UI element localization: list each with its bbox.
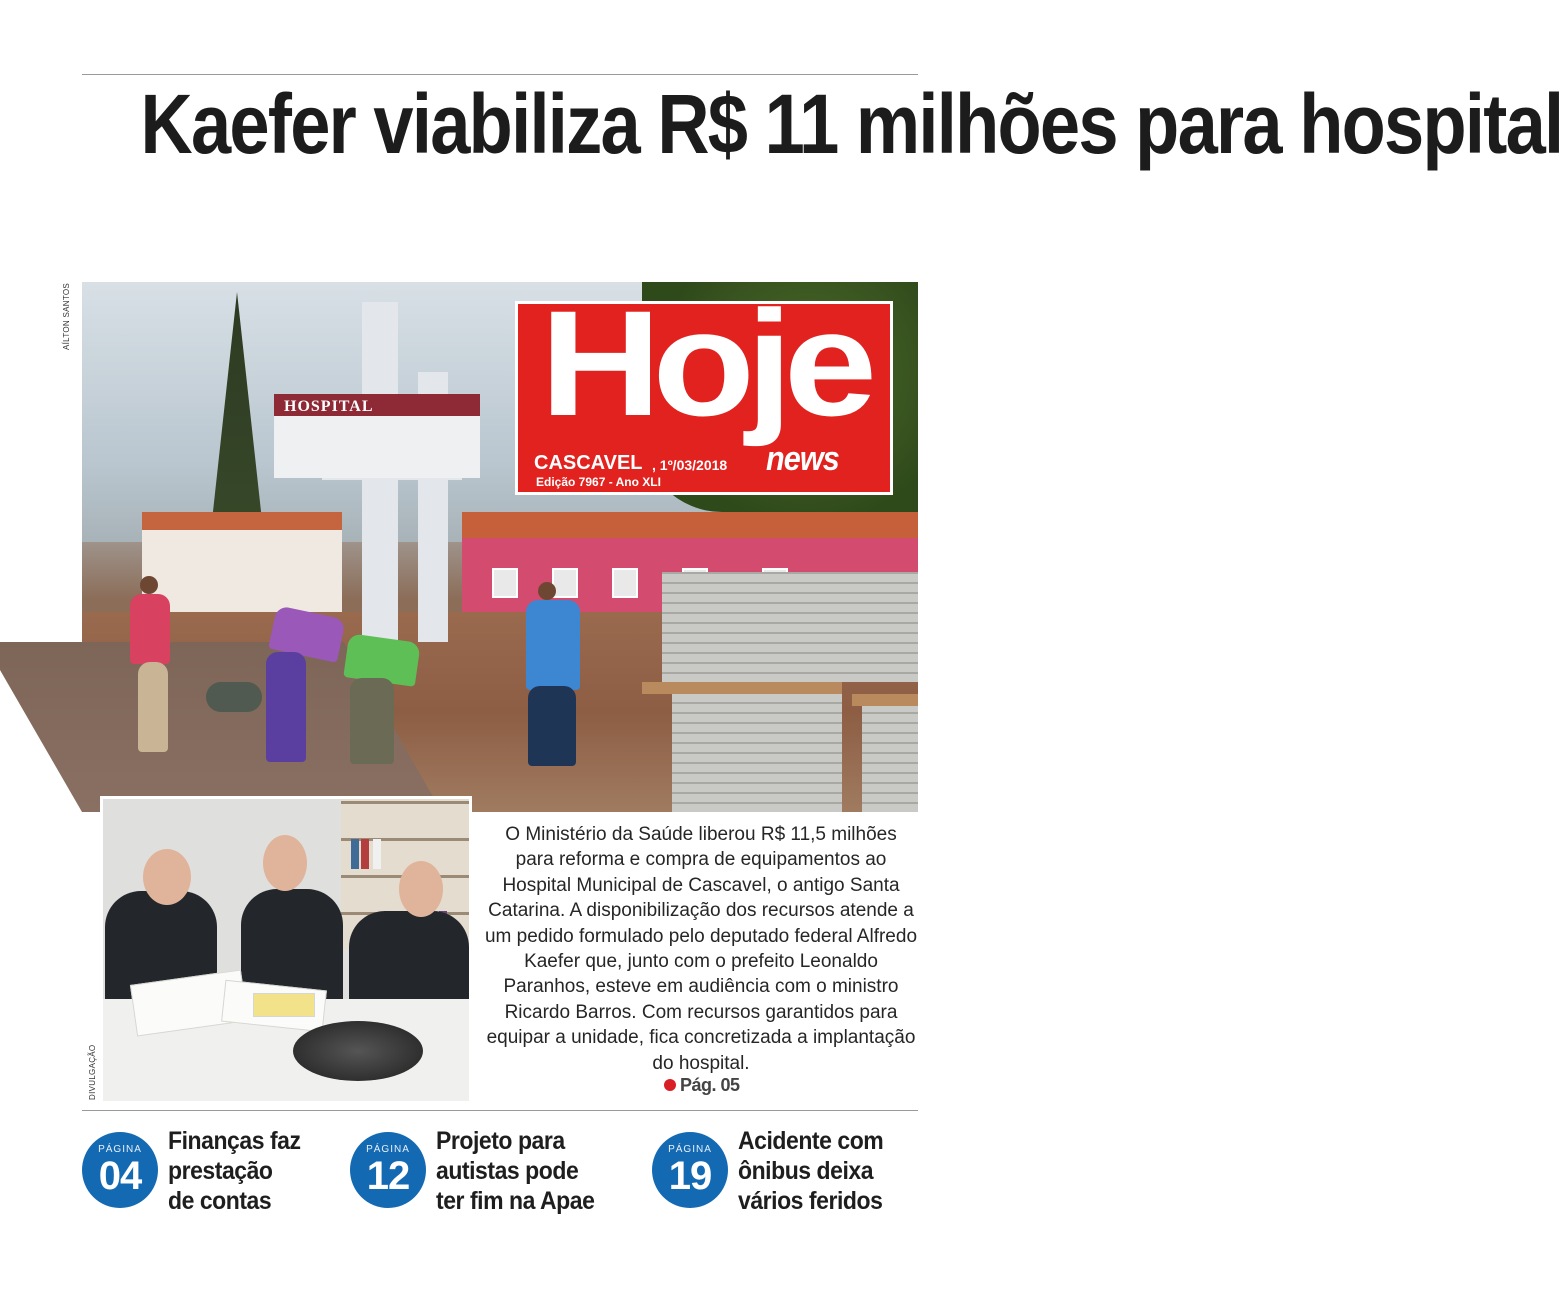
page-reference [664, 1075, 740, 1096]
logo-word: Hoje [540, 279, 869, 447]
main-photo-credit: AÍLTON SANTOS [62, 282, 71, 350]
hospital-sign [274, 394, 480, 478]
page-badge-label: PÁGINA [668, 1144, 712, 1155]
bottom-rule [82, 1110, 918, 1111]
page-badge-label: PÁGINA [98, 1144, 142, 1155]
headline: Kaefer viabiliza R$ 11 milhões para hospital [140, 77, 1562, 171]
teaser-text: Finanças faz prestação de contas [168, 1127, 301, 1215]
page-reference-label: Pág. 05 [680, 1075, 740, 1095]
top-rule [82, 74, 918, 75]
page-badge [82, 1132, 158, 1208]
masthead-date: , 1º/03/2018 [652, 457, 728, 473]
hospital-sign-text: HOSPITAL [284, 398, 374, 415]
teaser-text: Acidente com ônibus deixa vários feridos [738, 1127, 884, 1215]
page-badge-number: 12 [366, 1154, 410, 1198]
inset-photo-credit: DIVULGAÇÃO [88, 1044, 97, 1100]
masthead-edition: Edição 7967 - Ano XLI [536, 475, 661, 489]
inset-photo [100, 796, 472, 1104]
page-badge-number: 04 [98, 1154, 142, 1198]
page-badge-label: PÁGINA [366, 1144, 410, 1155]
article-body: O Ministério da Saúde liberou R$ 11,5 milhões para reforma e compra de equipamentos ao Hospital Municipal de Cascavel, o antigo Santa Catarina. A disponibilização dos recursos atende a um pedido formulado pelo deputado federal Alfredo Kaefer que, junto com o prefeito Leonaldo Paranhos, esteve em audiência com o ministro Ricardo Barros. Com recursos garantidos para equipar a unidade, fica concretizada a implantação do hospital. [484, 824, 918, 1074]
page-badge-number: 19 [668, 1154, 712, 1198]
masthead-logo [518, 279, 890, 492]
page-badge [350, 1132, 426, 1208]
teaser-text: Projeto para autistas pode ter fim na Apae [436, 1127, 595, 1215]
logo-news: news [766, 440, 839, 478]
masthead-city: CASCAVEL [534, 452, 643, 474]
page-badge [652, 1132, 728, 1208]
bullet-icon [664, 1079, 676, 1091]
